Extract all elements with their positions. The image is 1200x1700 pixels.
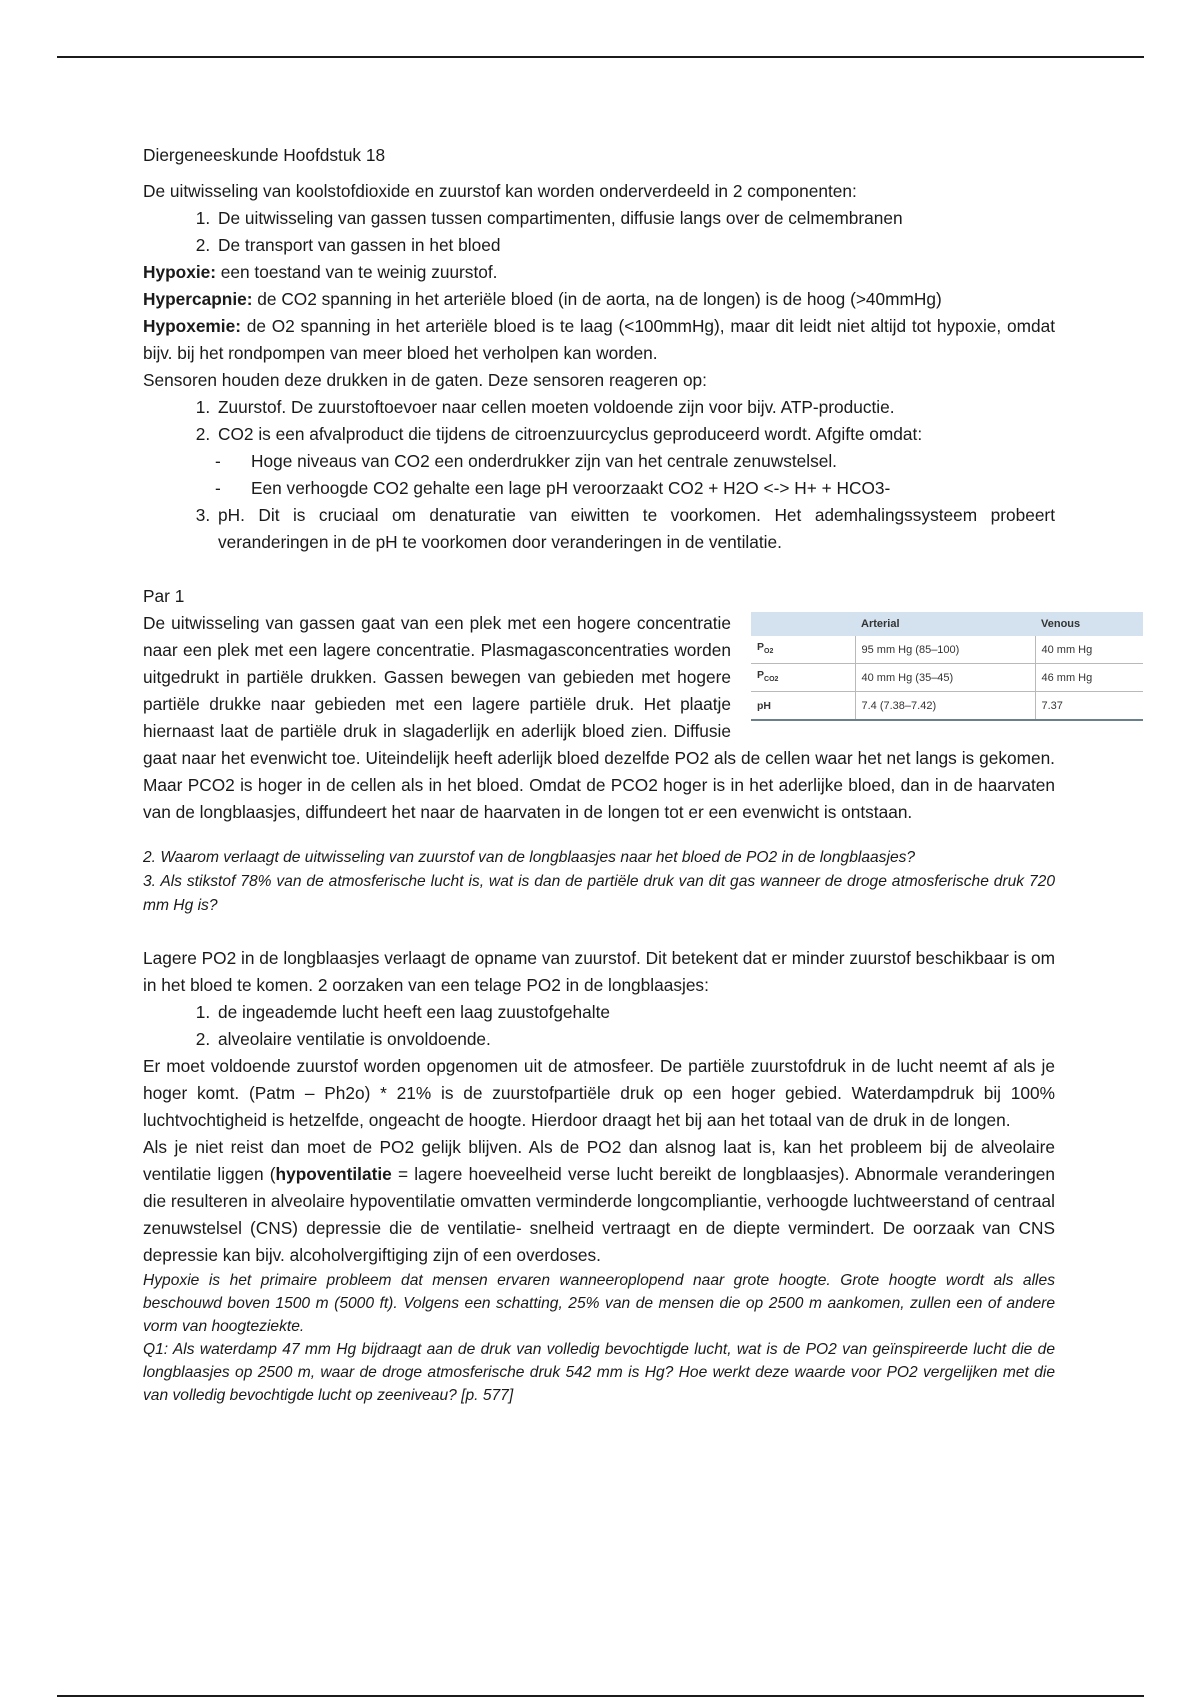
par1-text: De uitwisseling van gassen gaat van een plek met een hogere concentratie naar een plek met een lagere concentratie. Plasmagasconcentraties worden uitgedrukt in partiële drukken. Gassen bewegen van gebieden met hogere partiële drukke naar gebieden met een lagere partiële druk. Het plaatje hiernaast laat de partiële druk in slagaderlijk en aderlijk bloed zien. Diffusie gaat naar het evenwicht toe. Uiteindelijk heeft aderlijk bloed dezelfde PO2 als de cellen waar het net langs is gekomen. Maar PCO2 is hoger in de cellen als in het bloed. Omdat de PCO2 hoger is in het aderlijke bloed, dan in de haarvaten van de longblaasjes, diffundeert het naar de haarvaten in de longen tot er een evenwicht is ontstaan. xyxy=(143,613,1055,822)
term: hypoventilatie xyxy=(275,1164,392,1184)
term: Hypoxie: xyxy=(143,262,216,282)
term: Hypoxemie: xyxy=(143,316,241,336)
list-item: - Een verhoogde CO2 gehalte een lage pH veroorzaakt CO2 + H2O <-> H+ + HCO3- xyxy=(215,475,1055,502)
table-row xyxy=(751,692,1143,721)
definition-hypoxie xyxy=(143,259,1055,286)
list-item: 1. Zuurstof. De zuurstoftoevoer naar cellen moeten voldoende zijn voor bijv. ATP-productie. xyxy=(215,394,1055,421)
row-label: $P_{O2}$ xyxy=(751,636,855,664)
section-heading: Par 1 xyxy=(143,586,185,606)
arterial-value: 7.4 (7.38–7.42) xyxy=(855,692,1035,721)
definition-text: de CO2 spanning in het arteriële bloed (in de aorta, na de longen) is de hoog (>40mmHg) xyxy=(252,289,942,309)
list-item: 2. De transport van gassen in het bloed xyxy=(215,232,1055,259)
venous-value: 46 mm Hg xyxy=(1035,664,1143,692)
table-row xyxy=(751,664,1143,692)
intro-paragraph: De uitwisseling van koolstofdioxide en zuurstof kan worden onderverdeeld in 2 componenten: xyxy=(143,181,857,201)
co2-sublist xyxy=(143,448,1055,502)
sensoren-paragraph: Sensoren houden deze drukken in de gaten. Deze sensoren reageren op: xyxy=(143,370,707,390)
row-label: pH xyxy=(751,692,855,721)
venous-value: 40 mm Hg xyxy=(1035,636,1143,664)
hoogte-block xyxy=(143,1269,1055,1407)
document-title: Diergeneeskunde Hoofdstuk 18 xyxy=(143,145,386,165)
question-2: 2. Waarom verlaagt de uitwisseling van zuurstof van de longblaasjes naar het bloed de PO2 in de longblaasjes? xyxy=(143,849,916,866)
arterial-value: 95 mm Hg (85–100) xyxy=(855,636,1035,664)
paragraph-text: = lagere hoeveelheid verse lucht bereikt de longblaasjes). Abnormale veranderingen die resulteren in alveolaire hypoventilatie omvatten verminderde longcompliantie, verhoogde luchtweerstand of centraal zenuwstelsel (CNS) depressie die de ventilatie- snelheid vertraagt en de diepte vermindert. De oorzaak van CNS depressie kan bijv. alcoholvergiftiging zijn of een overdoses. xyxy=(143,1164,1055,1265)
document-page xyxy=(143,142,1093,1407)
table-row xyxy=(751,636,1143,664)
components-list xyxy=(143,205,1055,259)
table-header xyxy=(751,612,855,636)
list-item: 2. alveolaire ventilatie is onvoldoende. xyxy=(215,1026,1055,1053)
footer-rule xyxy=(57,1695,1144,1697)
questions-block xyxy=(143,846,1055,918)
hoogte-paragraph: Hypoxie is het primaire probleem dat mensen ervaren wanneeroplopend naar grote hoogte. Grote hoogte wordt als alles beschouwd boven 1500 m (5000 ft). Volgens een schatting, 25% van de mensen die op 2500 m aankomen, zullen een of andere vorm van hoogteziekte. xyxy=(143,1272,1055,1335)
term: Hypercapnie: xyxy=(143,289,253,309)
list-item xyxy=(215,421,1055,448)
list-item-text: CO2 is een afvalproduct die tijdens de citroenzuurcyclus geproduceerd wordt. Afgifte omdat: xyxy=(218,424,923,444)
definition-hypercapnie xyxy=(143,286,1055,313)
lagere-paragraph: Lagere PO2 in de longblaasjes verlaagt de opname van zuurstof. Dit betekent dat er minder zuurstof beschikbaar is om in het bloed te komen. 2 oorzaken van een telage PO2 in de longblaasjes: xyxy=(143,948,1055,995)
arterial-value: 40 mm Hg (35–45) xyxy=(855,664,1035,692)
definition-text: de O2 spanning in het arteriële bloed is te laag (<100mmHg), maar dit leidt niet altijd tot hypoxie, omdat bijv. bij het rondpompen van meer bloed het verholpen kan worden. xyxy=(143,316,1055,363)
par1-paragraph xyxy=(143,610,1093,826)
sensor-list-continued xyxy=(143,502,1055,556)
row-label: $P_{CO2}$ xyxy=(751,664,855,692)
causes-list xyxy=(143,999,1055,1053)
sensor-list xyxy=(143,394,1055,448)
question-3: 3. Als stikstof 78% van de atmosferische lucht is, wat is dan de partiële druk van dit gas wanneer de droge atmosferische druk 720 mm Hg is? xyxy=(143,873,1055,914)
definition-hypoxemie xyxy=(143,313,1055,367)
venous-value: 7.37 xyxy=(1035,692,1143,721)
list-item: 1. de ingeademde lucht heeft een laag zuustofgehalte xyxy=(215,999,1055,1026)
partial-pressure-table xyxy=(751,612,1143,721)
header-rule xyxy=(57,56,1144,58)
list-item: 1. De uitwisseling van gassen tussen compartimenten, diffusie langs over de celmembranen xyxy=(215,205,1055,232)
list-item: 3. pH. Dit is cruciaal om denaturatie van eiwitten te voorkomen. Het ademhalingssysteem probeert veranderingen in de pH te voorkomen door veranderingen in de ventilatie. xyxy=(215,502,1055,556)
question-q1: Q1: Als waterdamp 47 mm Hg bijdraagt aan de druk van volledig bevochtigde lucht, wat is de PO2 van geïnspireerde lucht die de longblaasjes op 2500 m, waar de droge atmosferische druk 542 mm is Hg? Hoe werkt deze waarde voor PO2 vergelijken met die van volledig bevochtigde lucht op zeeniveau? [p. 577] xyxy=(143,1341,1055,1404)
atmosfeer-paragraph: Er moet voldoende zuurstof worden opgenomen uit de atmosfeer. De partiële zuurstofdruk in de lucht neemt af als je hoger komt. (Patm – Ph2o) * 21% is de zuurstofpartiële druk op een hoger gebied. Waterdampdruk bij 100% luchtvochtigheid is hetzelfde, ongeacht de hoogte. Hierdoor draagt het bij aan het totaal van de druk in de longen. xyxy=(143,1056,1055,1130)
hypoventilatie-paragraph xyxy=(143,1134,1055,1269)
table-header: Venous xyxy=(1035,612,1143,636)
list-item: - Hoge niveaus van CO2 een onderdrukker zijn van het centrale zenuwstelsel. xyxy=(215,448,1055,475)
table-header: Arterial xyxy=(855,612,1035,636)
paragraph-text: Als je niet reist dan moet de PO2 gelijk blijven. Als de PO2 dan alsnog laat is, kan het probleem bij de alveolaire ventilatie liggen ( xyxy=(143,1137,1055,1184)
definition-text: een toestand van te weinig zuurstof. xyxy=(215,262,498,282)
